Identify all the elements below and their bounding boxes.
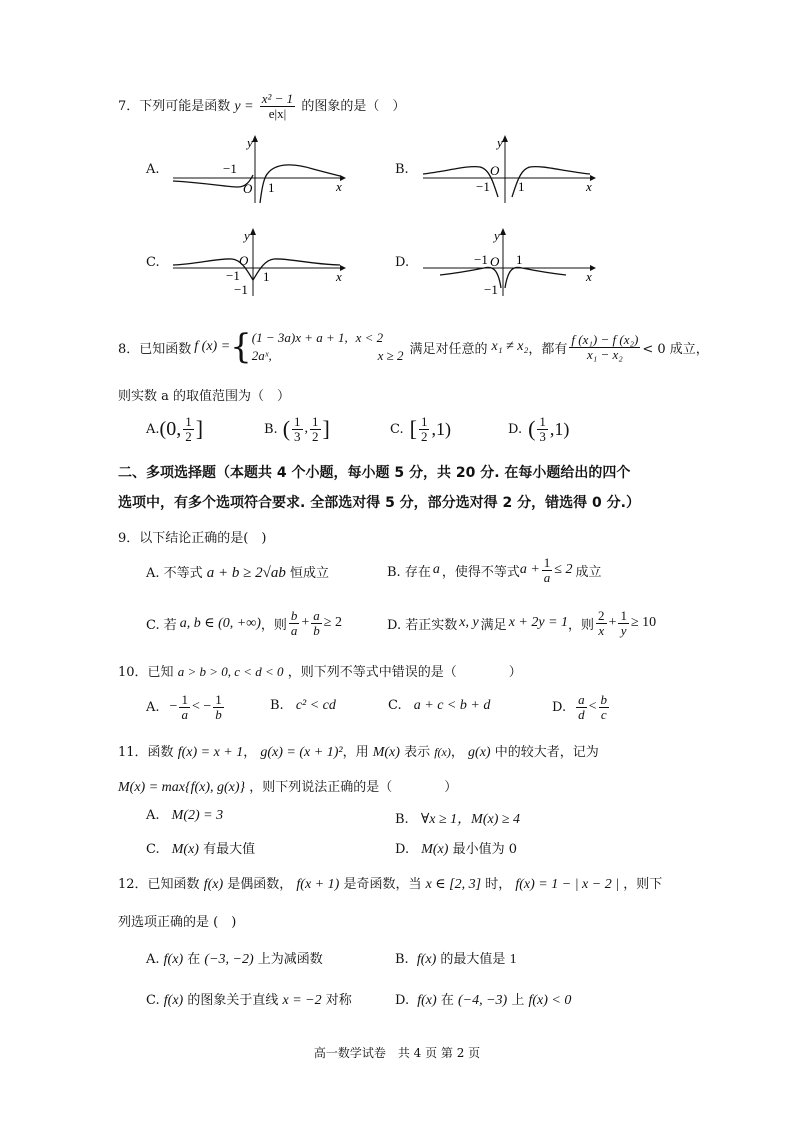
q12-expr: f(x) = 1 − | x − 2 | (515, 877, 620, 892)
q9-option-a[interactable] (146, 562, 329, 582)
q9-b-post: 成立 (575, 564, 602, 580)
den: 2 (420, 428, 428, 444)
q8-fraction (569, 333, 640, 362)
option-letter: A. (146, 808, 160, 823)
option-letter: B. (395, 952, 409, 967)
q8-stem (118, 325, 709, 369)
q8-case1-cond: x < 2 (355, 330, 384, 345)
num: 1 (294, 413, 301, 429)
q12-c-m2: x = −2 (282, 993, 322, 1008)
q9-d-plus: + (608, 615, 617, 630)
q11-d-post: 最小值为 0 (452, 842, 517, 857)
num: 1 (185, 413, 192, 429)
q8-case-1 (252, 329, 404, 347)
q9-option-c[interactable] (146, 604, 342, 642)
q7-graph-d (418, 228, 598, 298)
q12-c-t2: 对称 (325, 993, 352, 1008)
q8-case2-expr: 2aˣ, (251, 348, 272, 363)
q12-d-m1: f(x) (417, 993, 437, 1008)
label-y: y (497, 135, 503, 150)
q7-func-lhs: y = (234, 99, 254, 114)
q11-pre: 11．函数 (118, 745, 174, 760)
q12-a-m1: f(x) (163, 952, 184, 967)
fraction (183, 415, 194, 444)
q11-b-math: ∀x ≥ 1，M(x) ≥ 4 (420, 812, 521, 827)
q9-d-fraction-2 (618, 609, 629, 638)
option-letter: A. (146, 421, 160, 437)
den: a (181, 706, 188, 722)
q8-line2: 则实数 a 的取值范围为（ ） (118, 389, 291, 404)
bracket-left: ( (282, 416, 291, 441)
q8-case1-expr: (1 − 3a)x + a + 1, (251, 330, 348, 345)
den: 3 (539, 428, 546, 444)
q12-pre: 12．已知函数 (118, 877, 200, 892)
q9-a-post: 恒成立 (290, 566, 330, 581)
q8-option-a[interactable] (146, 412, 203, 446)
label-x: x (586, 179, 592, 194)
q11-line1 (118, 741, 599, 761)
q9-b-a: a (432, 562, 440, 577)
option-letter: C. (146, 993, 160, 1008)
q12-line1 (118, 873, 662, 893)
q8-option-c[interactable] (390, 412, 451, 446)
q12-b-m2: 1 (509, 952, 517, 967)
label-origin: O (243, 181, 253, 196)
num: 1 (215, 691, 222, 707)
q7-option-a-letter[interactable]: A. (146, 162, 160, 177)
q8-brace: { (230, 327, 252, 367)
q8-option-d[interactable] (508, 412, 569, 446)
option-letter: D. (395, 842, 410, 857)
den: 2 (312, 428, 319, 444)
section2-heading-line1: 二、多项选择题（本题共 4 个小题，每小题 5 分，共 20 分. 在每小题给出的四个 (118, 465, 631, 481)
q8-prefix: 8．已知函数 (118, 341, 192, 357)
den: d (578, 706, 585, 722)
q12-d-m3: f(x) < 0 (528, 993, 572, 1008)
q9-c-fraction-1 (289, 609, 300, 638)
q10-stem-pre: 10．已知 (118, 665, 174, 680)
bracket-left: [ (409, 416, 417, 441)
q11-d-math: M(x) (421, 842, 449, 857)
num: 1 (543, 554, 551, 570)
q11-f-def: f(x) = x + 1 (177, 745, 244, 760)
q12-b-m1: f(x) (416, 952, 437, 967)
q12-option-b[interactable] (395, 948, 517, 968)
q10-c-math: a + c < b + d (413, 698, 491, 713)
fraction (419, 415, 430, 444)
q12-t4: ，则下 (623, 877, 663, 892)
q8-frac-num: f (x₁) − f (x₂) (571, 331, 639, 347)
q10-stem-post: ，则下列不等式中错误的是（ ） (287, 665, 522, 680)
minus-sign: − (169, 699, 178, 714)
q11-post: 中的较大者，记为 (494, 745, 599, 760)
label-y: y (244, 228, 250, 243)
q11-a-math: M(2) = 3 (171, 808, 224, 823)
fraction-2 (213, 693, 224, 722)
q11-sep: ， (243, 745, 257, 760)
less-sign: < (588, 699, 597, 714)
den: c (600, 706, 607, 722)
fraction-2 (310, 415, 321, 444)
q12-option-d[interactable] (395, 989, 571, 1009)
curve-left (173, 175, 253, 187)
num: b (600, 691, 607, 707)
q11-line2-math: M(x) = max{f(x), g(x)} (118, 780, 246, 795)
q10-option-d[interactable] (552, 690, 611, 724)
q11-option-d[interactable] (395, 838, 517, 858)
den: y (620, 622, 627, 638)
num: a (578, 691, 585, 707)
q11-option-a[interactable] (146, 808, 223, 824)
option-letter: C. (146, 842, 160, 857)
num: 1 (620, 607, 627, 623)
q9-c-mid: ，则 (260, 617, 287, 633)
bracket-right: ,1) (549, 418, 570, 439)
q9-b-mid: ，使得不等式 (441, 564, 520, 580)
label-neg1: −1 (223, 161, 237, 176)
q9-option-d[interactable] (387, 604, 656, 642)
q12-fx: f(x) (203, 877, 224, 892)
label-neg1-y: −1 (484, 282, 498, 297)
label-neg1: −1 (474, 252, 488, 267)
label-x: x (336, 179, 342, 194)
q7-graph-c (168, 228, 348, 298)
label-x: x (336, 269, 342, 284)
q12-a-m2: (−3, −2) (204, 952, 254, 967)
option-letter: B. (395, 812, 409, 827)
q12-d-t1: 在 (440, 993, 454, 1008)
q9-b-math-r: ≤ 2 (554, 562, 573, 577)
q9-d-cond: x + 2y = 1 (508, 615, 569, 630)
q7-stem-prefix: 7．下列可能是函数 (118, 99, 231, 114)
q8-fx: f (x) = (194, 339, 231, 354)
option-letter: B. (264, 421, 278, 437)
q11-gx: g(x) (468, 745, 491, 760)
q11-mid2: 表示 (404, 745, 431, 760)
q9-option-b[interactable] (387, 552, 602, 588)
q11-mx: M(x) (372, 745, 400, 760)
q7-graph-a (168, 135, 348, 205)
num: 1 (539, 413, 546, 429)
q7-option-d-letter[interactable]: D. (395, 255, 410, 270)
q12-line2: 列选项正确的是 ( ) (118, 915, 237, 930)
less-minus: < − (191, 699, 212, 714)
q10-option-c[interactable] (388, 698, 490, 714)
label-origin: O (239, 253, 249, 268)
fraction-1 (576, 693, 587, 722)
option-letter: A. (146, 952, 160, 967)
q7-func-den: e|x| (268, 106, 287, 121)
bracket-left: ( (528, 416, 536, 441)
fraction-1 (179, 693, 190, 722)
section2-heading-line2: 选项中，有多个选项符合要求. 全部选对得 5 分，部分选对得 2 分，错选得 0 分.） (118, 495, 640, 511)
q11-c-post: 有最大值 (203, 842, 256, 857)
den: b (313, 622, 320, 638)
den: x (598, 622, 605, 638)
q9-c-math: a, b ∈ (0, +∞) (179, 615, 261, 631)
q10-option-a[interactable] (146, 690, 226, 724)
num: 2 (598, 607, 605, 623)
q9-d-then: ，则 (568, 617, 595, 633)
q12-a-t1: 在 (187, 952, 201, 967)
q9-a-pre: A. 不等式 (146, 566, 203, 581)
q12-a-t2: 上为减函数 (257, 952, 323, 967)
label-one: 1 (268, 180, 275, 195)
q11-option-c[interactable] (146, 838, 255, 858)
q12-option-c[interactable] (146, 989, 352, 1009)
curve (173, 259, 340, 280)
fraction (537, 415, 548, 444)
den: 2 (185, 428, 192, 444)
q9-d-xy: x, y (459, 615, 479, 630)
label-neg1-y: −1 (234, 282, 248, 297)
q12-d-m2: (−4, −3) (457, 993, 508, 1008)
q8-case-2 (252, 347, 404, 365)
label-origin: O (490, 163, 500, 178)
option-letter: B. (270, 698, 284, 713)
q11-line2 (118, 776, 457, 796)
q7-option-c-letter[interactable]: C. (146, 255, 160, 270)
comma: , (304, 421, 309, 436)
q12-d-t2: 上 (511, 993, 525, 1008)
bracket-right: ] (195, 416, 204, 441)
q10-option-b[interactable] (270, 698, 336, 714)
label-y: y (247, 135, 253, 150)
q11-line2-post: ，则下列说法正确的是（ ） (249, 780, 458, 795)
q12-c-m1: f(x) (163, 993, 184, 1008)
q7-stem (118, 92, 405, 121)
q12-option-a[interactable] (146, 948, 323, 968)
q9-a-math: a + b ≥ 2√ab (206, 565, 286, 581)
q9-b-math-l: a + (519, 562, 540, 577)
q9-c-tail: ≥ 2 (323, 615, 342, 630)
q9-c-pre: C. 若 (146, 617, 177, 633)
option-letter: D. (395, 993, 410, 1008)
q11-sep2: ， (450, 745, 464, 760)
q7-stem-suffix: 的图象的是（ ） (301, 99, 406, 114)
option-letter: D. (552, 699, 567, 715)
q7-func-fraction (260, 92, 295, 121)
label-one: 1 (516, 252, 523, 267)
q12-fx1: f(x + 1) (296, 877, 340, 892)
q8-dou: ，都有 (528, 341, 568, 357)
q11-mid: ，用 (342, 745, 369, 760)
q9-d-pre: D. 若正实数 (387, 617, 458, 633)
q9-b-fraction (542, 556, 553, 585)
q8-cases (252, 329, 404, 365)
label-neg1: −1 (226, 268, 240, 283)
q8-frac-den: x₁ − x₂ (586, 346, 623, 362)
num: 1 (420, 413, 428, 429)
q7-option-b-letter[interactable]: B. (395, 162, 409, 177)
q9-c-fraction-2 (311, 609, 322, 638)
y-axis-arrow (250, 228, 256, 235)
q8-x1x2: x₁ ≠ x₂ (491, 339, 529, 354)
option-letter: A. (146, 699, 160, 715)
q8-tail: < 0 成立， (642, 341, 709, 357)
den: b (215, 706, 222, 722)
q10-stem-math: a > b > 0, c < d < 0 (177, 664, 284, 679)
y-axis-arrow (502, 135, 508, 142)
q8-mid: 满足对任意的 (409, 341, 488, 357)
q12-b-t1: 的最大值是 (440, 952, 506, 967)
num: 1 (312, 413, 319, 429)
y-axis-arrow (500, 228, 506, 235)
q10-b-math: c² < cd (295, 698, 336, 713)
q12-cond: x ∈ [2, 3] (425, 877, 482, 892)
q9-stem: 9．以下结论正确的是( ) (118, 531, 267, 546)
q9-d-fraction-1 (596, 609, 607, 638)
q11-fx: f(x) (434, 745, 451, 759)
page-footer: 高一数学试卷 共 4 页 第 2 页 (313, 1046, 481, 1060)
label-one: 1 (263, 269, 270, 284)
option-letter: D. (508, 421, 523, 437)
den: a (543, 569, 551, 585)
q8-case2-cond: x ≥ 2 (377, 348, 404, 363)
bracket-left: (0, (159, 417, 182, 440)
q7-graph-b (418, 135, 598, 205)
option-letter: C. (388, 698, 402, 713)
num: 1 (181, 691, 188, 707)
label-neg1: −1 (476, 179, 490, 194)
label-one: 1 (518, 179, 525, 194)
bracket-right: ,1) (431, 418, 451, 439)
q9-c-plus: + (301, 615, 310, 630)
num: b (290, 607, 298, 623)
label-x: x (586, 269, 592, 284)
fraction-2 (599, 693, 610, 722)
q7-func-num: x² − 1 (261, 91, 294, 106)
label-origin: O (490, 254, 500, 269)
q9-b-pre: B. 存在 (387, 564, 431, 580)
q12-t3: 时， (485, 877, 512, 892)
q8-option-b[interactable] (264, 412, 330, 446)
q12-t2: 是奇函数，当 (343, 877, 422, 892)
label-y: y (494, 228, 500, 243)
q12-t1: 是偶函数， (227, 877, 293, 892)
fraction-1 (292, 415, 303, 444)
q11-c-math: M(x) (171, 842, 199, 857)
den: a (290, 622, 298, 638)
q10-stem (118, 661, 522, 680)
q12-c-t1: 的图象关于直线 (187, 993, 279, 1008)
bracket-right: ] (322, 416, 330, 441)
q9-d-tail: ≥ 10 (630, 615, 657, 630)
q11-option-b[interactable] (395, 808, 520, 828)
q11-g-def: g(x) = (x + 1)² (260, 745, 343, 760)
y-axis-arrow (252, 135, 258, 142)
option-letter: C. (390, 421, 404, 437)
q9-d-mid: 满足 (480, 617, 507, 633)
num: a (313, 607, 320, 623)
den: 3 (294, 428, 301, 444)
